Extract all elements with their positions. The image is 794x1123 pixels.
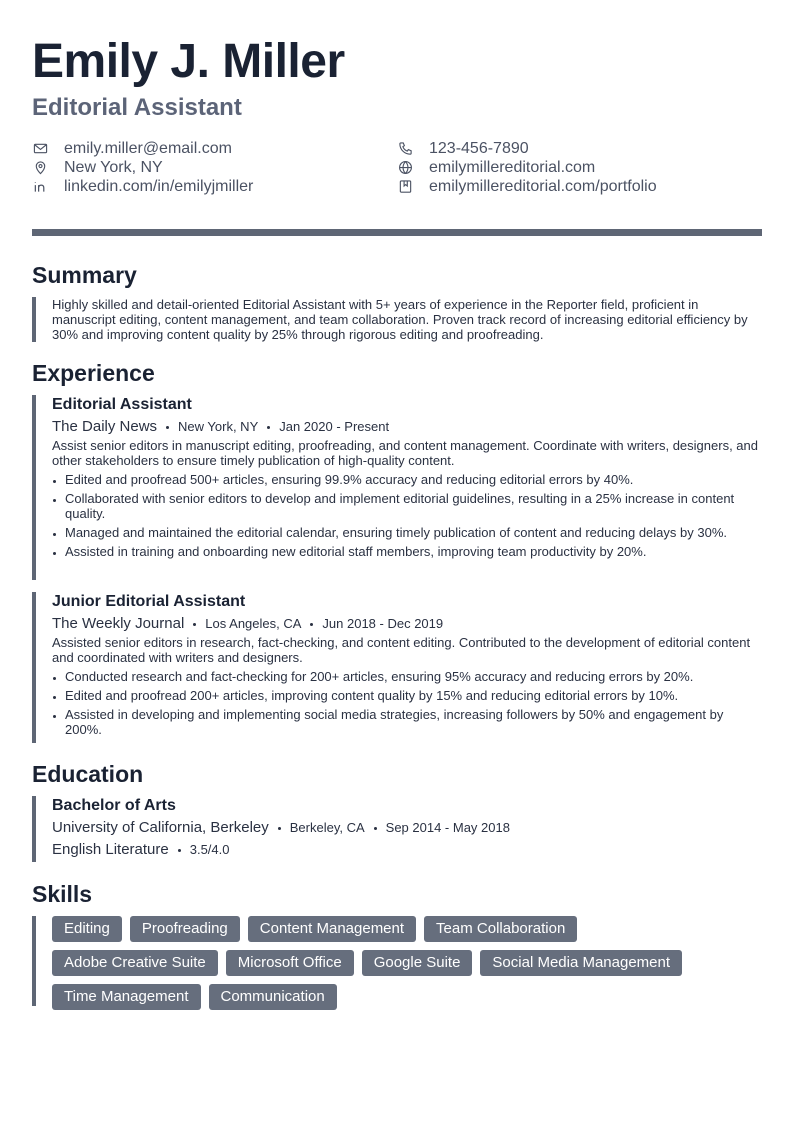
job-description: Assist senior editors in manuscript editing, proofreading, and content management. Coordinate with writers, designers, and other stakeholders to ensure timely publication of high-quality content.	[52, 438, 758, 468]
job-meta	[52, 418, 762, 436]
job-entry	[32, 592, 762, 743]
job-location: New York, NY	[178, 419, 259, 434]
linkedin-text: linkedin.com/in/emilyjmiller	[64, 177, 254, 195]
skill-chip: Google Suite	[362, 950, 473, 976]
summary-heading: Summary	[32, 262, 137, 288]
job-bullet: Collaborated with senior editors to develop and implement editorial guidelines, resulting in a 25% increase in content quality.	[52, 491, 762, 521]
skill-chip: Time Management	[52, 984, 201, 1010]
job-dates: Jun 2018 - Dec 2019	[322, 616, 444, 631]
job-bullet: Managed and maintained the editorial calendar, ensuring timely publication of content and reducing delays by 30%.	[52, 525, 762, 540]
job-company: The Weekly Journal	[52, 615, 185, 632]
skill-chip: Editing	[52, 916, 122, 942]
job-location: Los Angeles, CA	[205, 616, 302, 631]
job-bullet: Assisted in training and onboarding new editorial staff members, improving team productivity by 20%.	[52, 544, 762, 559]
education-meta	[52, 819, 762, 837]
skills-block	[32, 916, 762, 1006]
job-bullets	[52, 472, 762, 559]
contact-location	[32, 158, 163, 177]
job-title: Editorial Assistant	[52, 396, 192, 413]
job-company: The Daily News	[52, 418, 158, 435]
candidate-name: Emily J. Miller	[32, 35, 345, 88]
job-bullet: Conducted research and fact-checking for 200+ articles, ensuring 95% accuracy and reducing errors by 20%.	[52, 669, 762, 684]
skills-heading: Skills	[32, 881, 93, 907]
map-pin-icon	[32, 160, 48, 176]
skill-chip: Proofreading	[130, 916, 240, 942]
skill-chip: Content Management	[248, 916, 416, 942]
website-text: emilymillereditorial.com	[429, 158, 596, 176]
candidate-role: Editorial Assistant	[32, 94, 242, 121]
skill-chip: Microsoft Office	[226, 950, 354, 976]
summary-text: Highly skilled and detail-oriented Editorial Assistant with 5+ years of experience in the Reporter field, proficient in manuscript editing, content management, and team collaboration. Proven track record of increasing editorial efficiency by 30% and improving content quality by 25% through rigorous editing and proofreading.	[52, 297, 748, 342]
mail-icon	[32, 141, 48, 157]
linkedin-icon	[32, 179, 48, 195]
education-entry	[32, 796, 762, 862]
contact-portfolio[interactable]	[397, 177, 657, 196]
experience-heading: Experience	[32, 360, 155, 386]
portfolio-text: emilymillereditorial.com/portfolio	[429, 177, 657, 195]
job-bullets	[52, 669, 762, 737]
phone-text: 123-456-7890	[429, 139, 529, 157]
separator-dot	[374, 827, 377, 830]
globe-icon	[397, 160, 413, 176]
contact-website[interactable]	[397, 158, 595, 177]
job-title: Junior Editorial Assistant	[52, 593, 246, 610]
degree-title: Bachelor of Arts	[52, 797, 176, 814]
skills-list	[52, 916, 732, 1010]
job-description: Assisted senior editors in research, fact-checking, and content editing. Contributed to the development of editorial content and coordinated with writers and designers.	[52, 635, 751, 665]
skill-chip: Communication	[209, 984, 337, 1010]
phone-icon	[397, 141, 413, 157]
separator-dot	[166, 426, 169, 429]
bookmark-icon	[397, 179, 413, 195]
separator-dot	[278, 827, 281, 830]
header-divider	[32, 229, 762, 236]
location-text: New York, NY	[64, 158, 163, 176]
contact-email[interactable]	[32, 139, 232, 158]
separator-dot	[193, 623, 196, 626]
separator-dot	[267, 426, 270, 429]
job-bullet: Edited and proofread 500+ articles, ensuring 99.9% accuracy and reducing editorial errors by 40%.	[52, 472, 762, 487]
email-text: emily.miller@email.com	[64, 139, 232, 157]
school-location: Berkeley, CA	[289, 820, 365, 835]
gpa: 3.5/4.0	[189, 842, 230, 857]
skill-chip: Social Media Management	[480, 950, 682, 976]
education-dates: Sep 2014 - May 2018	[385, 820, 510, 835]
skill-chip: Adobe Creative Suite	[52, 950, 218, 976]
contact-linkedin[interactable]	[32, 177, 253, 196]
job-bullet: Assisted in developing and implementing social media strategies, increasing followers by 50% and engagement by 200%.	[52, 707, 762, 737]
job-entry	[32, 395, 762, 580]
contact-phone[interactable]	[397, 139, 529, 158]
skill-chip: Team Collaboration	[424, 916, 577, 942]
school-name: University of California, Berkeley	[52, 819, 269, 836]
job-bullet: Edited and proofread 200+ articles, improving content quality by 15% and reducing editorial errors by 10%.	[52, 688, 762, 703]
education-heading: Education	[32, 761, 144, 787]
education-field-row	[52, 841, 762, 859]
field-of-study: English Literature	[52, 841, 169, 858]
job-dates: Jan 2020 - Present	[279, 419, 390, 434]
job-meta	[52, 615, 762, 633]
separator-dot	[310, 623, 313, 626]
separator-dot	[178, 849, 181, 852]
summary-block	[32, 297, 762, 342]
